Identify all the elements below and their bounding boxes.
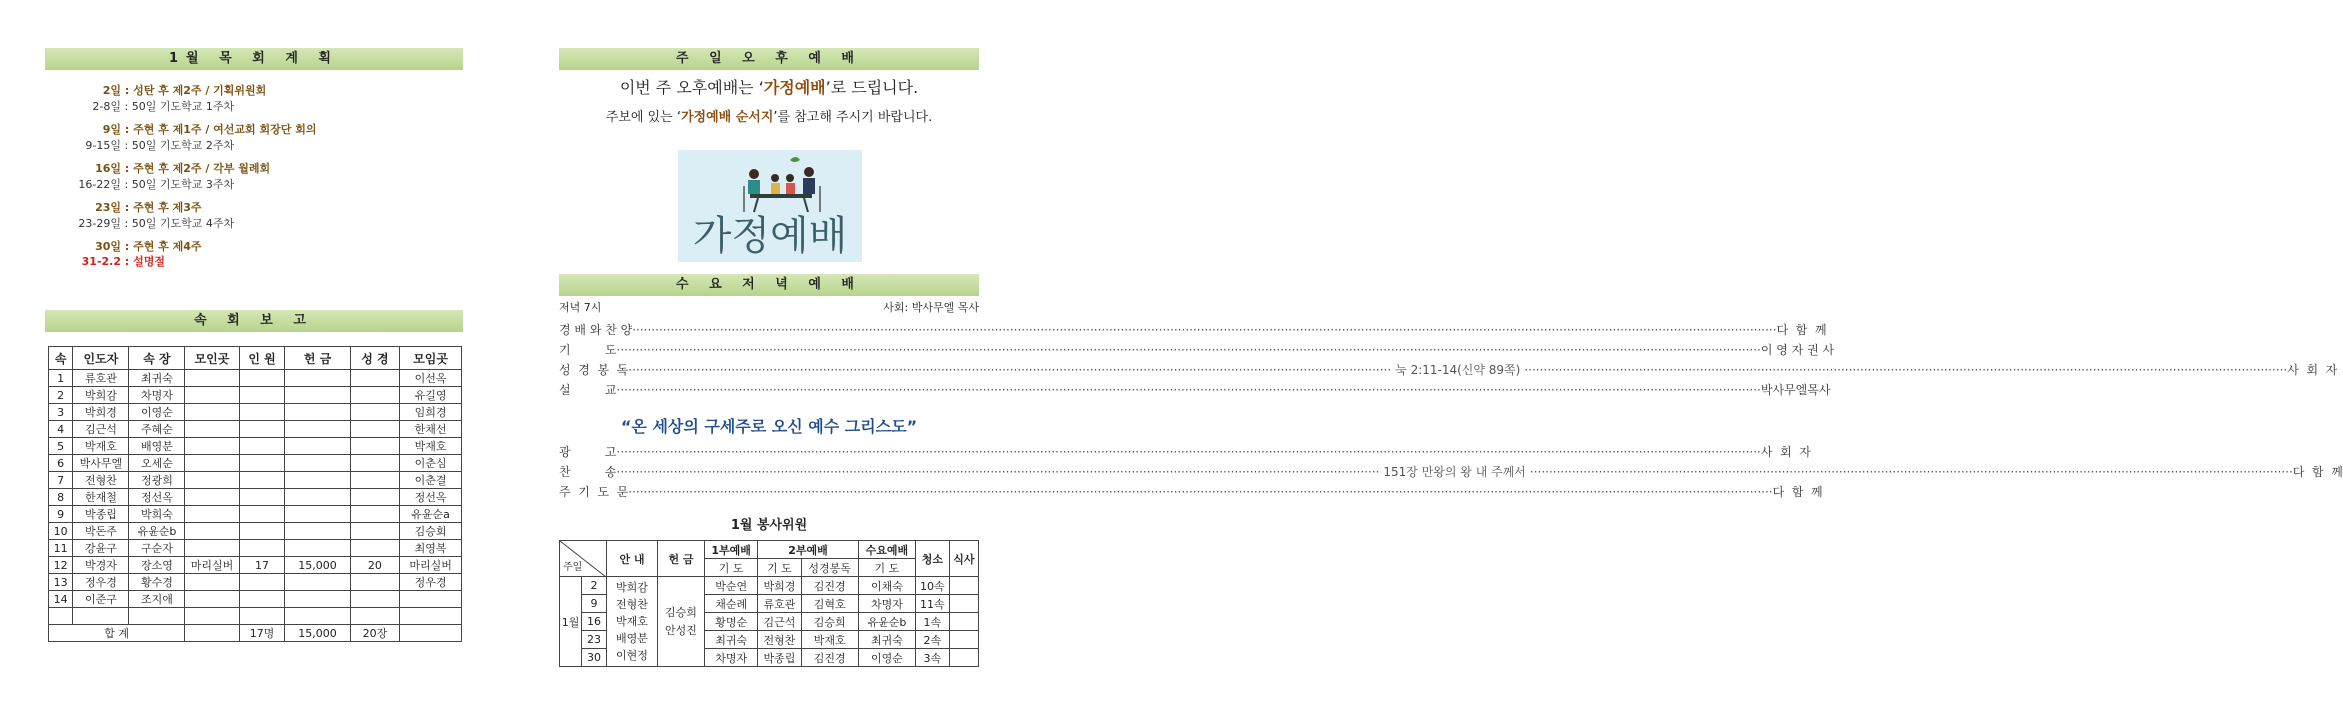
- plan-text: 주현 후 제3주: [133, 201, 202, 214]
- report-cell: [239, 540, 285, 557]
- vol-head-s2: 2부예배: [758, 541, 858, 559]
- report-cell: 이춘심: [400, 455, 462, 472]
- total-blank: [185, 625, 239, 642]
- report-cell: 5: [49, 438, 73, 455]
- report-cell: [285, 506, 350, 523]
- guide-name: 배영분: [616, 632, 648, 645]
- image-caption: 가정예배: [692, 213, 848, 259]
- table-row: [49, 387, 462, 404]
- report-cell: [185, 523, 239, 540]
- vol-cell: 차명자: [858, 595, 915, 613]
- plan-item: 23-29일 : 50일 기도학교 4주차: [45, 217, 463, 231]
- report-cell: [185, 455, 239, 472]
- vol-title: 1월 봉사위원: [730, 518, 808, 533]
- report-cell: [239, 404, 285, 421]
- vol-month: 1월: [560, 577, 582, 667]
- vol-cell: 채순례: [705, 595, 758, 613]
- plan-date: 9-15일: [85, 139, 121, 152]
- order-line: [559, 380, 1831, 400]
- table-row: [49, 574, 462, 591]
- vol-head-pray1: 기 도: [705, 559, 758, 577]
- table-row: [49, 557, 462, 574]
- report-cell: [239, 421, 285, 438]
- report-cell: [350, 387, 400, 404]
- report-cell: [285, 421, 350, 438]
- vol-cell: [949, 613, 978, 631]
- vol-head-s1: 1부예배: [705, 541, 758, 559]
- offer-name: 김승희: [665, 605, 697, 619]
- table-row: [49, 608, 462, 625]
- table-row: [49, 421, 462, 438]
- report-cell: 14: [49, 591, 73, 608]
- wed-host: 사회: 박사무엘 목사: [883, 301, 979, 314]
- report-cell: 정선옥: [400, 489, 462, 506]
- order-line: [559, 340, 1835, 360]
- vol-cell: 김근석: [758, 613, 801, 631]
- report-cell: 3: [49, 404, 73, 421]
- vol-cell: 김승희: [801, 613, 858, 631]
- report-cell: 4: [49, 421, 73, 438]
- report-cell: [350, 506, 400, 523]
- report-cell: [350, 455, 400, 472]
- report-cell: 마리실버: [185, 557, 239, 574]
- leader-dots: ············································································································································································································································································································: [616, 343, 1761, 357]
- sermon-title: “온 세상의 구세주로 오신 예수 그리스도”: [620, 417, 918, 436]
- wed-order2: [559, 442, 2343, 502]
- plan-item: 16일 : 주현 후 제2주 / 각부 월례회: [45, 162, 463, 176]
- order-person: 박사무엘목사: [1760, 383, 1831, 397]
- wed-time: 저녁 7시: [559, 301, 602, 314]
- report-cell: [239, 574, 285, 591]
- wed-meta: [559, 300, 979, 316]
- report-cell: [350, 540, 400, 557]
- sun-line2-c: ’를 참고해 주시기 바랍니다.: [773, 110, 933, 125]
- report-cell: 정우경: [400, 574, 462, 591]
- plan-title: 1월 목 회 계 획: [45, 48, 463, 70]
- leader-dots: ········································································································································································································ 151장 만왕의 왕 내 주께서 ········································································································································································································: [617, 462, 2293, 482]
- report-table: [48, 346, 462, 642]
- order-line: [559, 462, 2343, 482]
- report-header: 성 경: [350, 347, 400, 370]
- report-cell: [185, 608, 239, 625]
- report-cell: [350, 404, 400, 421]
- sun-line1-a: 이번 주 오후예배는 ‘: [619, 78, 764, 97]
- order-person: 사 회 자: [2287, 363, 2338, 377]
- report-cell: 15,000: [285, 557, 350, 574]
- report-cell: 이준구: [73, 591, 129, 608]
- report-cell: 이영순: [129, 404, 185, 421]
- report-cell: 20: [350, 557, 400, 574]
- report-cell: [285, 455, 350, 472]
- report-cell: [285, 540, 350, 557]
- plan-date: 23일: [95, 201, 121, 214]
- report-cell: 유윤순b: [129, 523, 185, 540]
- sun-line2-b: 가정예배 순서지: [680, 110, 774, 125]
- vol-cell: 2속: [916, 631, 950, 649]
- report-cell: [350, 370, 400, 387]
- report-cell: 배영분: [129, 438, 185, 455]
- vol-cell: 김진경: [801, 649, 858, 667]
- plan-text: 주현 후 제1주 / 여선교회 회장단 회의: [133, 123, 317, 136]
- report-cell: 최귀숙: [129, 370, 185, 387]
- order-line: [559, 360, 2338, 380]
- report-cell: [400, 591, 462, 608]
- order-person: 다 함 께: [2292, 465, 2343, 479]
- vol-head-pray2: 기 도: [758, 559, 801, 577]
- vol-week: 23: [582, 631, 607, 649]
- report-cell: 박경자: [73, 557, 129, 574]
- table-row: [49, 489, 462, 506]
- plan-item: 9-15일 : 50일 기도학교 2주차: [45, 139, 463, 153]
- report-cell: 박종립: [73, 506, 129, 523]
- report-cell: [49, 608, 73, 625]
- vol-cell: 3속: [916, 649, 950, 667]
- report-cell: 오세순: [129, 455, 185, 472]
- vol-cell: 이채숙: [858, 577, 915, 595]
- family-worship-image: [678, 150, 862, 262]
- report-cell: 차명자: [129, 387, 185, 404]
- plan-text: 50일 기도학교 3주차: [131, 178, 235, 191]
- report-header: 모임곳: [400, 347, 462, 370]
- report-cell: [350, 421, 400, 438]
- vol-cell: 전형찬: [758, 631, 801, 649]
- report-header: 모인곳: [185, 347, 239, 370]
- report-cell: [285, 574, 350, 591]
- leader-dots: ············································································································································································································································································································: [616, 383, 1761, 397]
- sun-line1: [559, 76, 979, 100]
- report-cell: [239, 387, 285, 404]
- report-cell: [73, 608, 129, 625]
- plan-text: 성탄 후 제2주 / 기획위원회: [133, 84, 267, 97]
- report-cell: [285, 404, 350, 421]
- report-cell: 8: [49, 489, 73, 506]
- order-detail: 151장 만왕의 왕 내 주께서: [1383, 465, 1526, 479]
- vol-cell: [949, 649, 978, 667]
- report-cell: 강윤구: [73, 540, 129, 557]
- report-cell: [185, 506, 239, 523]
- report-cell: 이선옥: [400, 370, 462, 387]
- guide-name: 박재호: [616, 615, 648, 628]
- total-bible: 20장: [350, 625, 400, 642]
- report-cell: [239, 438, 285, 455]
- report-cell: [185, 591, 239, 608]
- sun-title: 주 일 오 후 예 배: [559, 48, 979, 70]
- report-cell: 1: [49, 370, 73, 387]
- report-cell: 장소영: [129, 557, 185, 574]
- report-cell: 17: [239, 557, 285, 574]
- report-header: 인 원: [239, 347, 285, 370]
- vol-cell: 11속: [916, 595, 950, 613]
- plan-date: 31-2.2: [81, 255, 121, 268]
- vol-head-pray3: 기 도: [858, 559, 915, 577]
- report-cell: 10: [49, 523, 73, 540]
- plan-list: [45, 82, 463, 269]
- vol-guides: [607, 577, 658, 667]
- wed-title: 수 요 저 녁 예 배: [559, 274, 979, 296]
- order-line: [559, 442, 1811, 462]
- sun-line1-b: 가정예배: [763, 78, 826, 97]
- vol-cell: 차명자: [705, 649, 758, 667]
- plan-item: 2-8일 : 50일 기도학교 1주차: [45, 100, 463, 114]
- report-cell: [350, 523, 400, 540]
- vol-head-wed: 수요예배: [858, 541, 915, 559]
- report-cell: 한재철: [73, 489, 129, 506]
- report-cell: 정선옥: [129, 489, 185, 506]
- report-cell: [350, 591, 400, 608]
- table-row: [49, 591, 462, 608]
- volunteer-table: [559, 540, 979, 667]
- report-cell: [285, 608, 350, 625]
- order-person: 사 회 자: [1760, 445, 1811, 459]
- report-cell: [185, 421, 239, 438]
- order-person: 다 함 께: [1776, 323, 1827, 337]
- vol-offer: [658, 577, 705, 667]
- sun-line1-c: ’로 드립니다.: [825, 78, 919, 97]
- vol-cell: 박희경: [758, 577, 801, 595]
- vol-head-meal: 식사: [949, 541, 978, 577]
- report-cell: 박희감: [73, 387, 129, 404]
- offer-name: 안성진: [665, 623, 697, 637]
- report-cell: 7: [49, 472, 73, 489]
- report-cell: 박희숙: [129, 506, 185, 523]
- report-cell: 구순자: [129, 540, 185, 557]
- report-cell: 정광희: [129, 472, 185, 489]
- table-row: [49, 404, 462, 421]
- vol-head-clean: 청소: [916, 541, 950, 577]
- vol-cell: 김혁호: [801, 595, 858, 613]
- report-cell: [185, 540, 239, 557]
- vol-cell: 1속: [916, 613, 950, 631]
- order-person: 다 함 께: [1772, 485, 1823, 499]
- plan-text: 주현 후 제2주 / 각부 월례회: [133, 162, 271, 175]
- plan-text: 50일 기도학교 1주차: [131, 100, 235, 113]
- leader-dots: ········································································································································································································ 눅 2:11-14(신약 89쪽) ········································································································································································································: [628, 360, 2287, 380]
- order-label: 경 배 와 찬 양: [559, 323, 633, 337]
- report-cell: 정우경: [73, 574, 129, 591]
- report-cell: [239, 489, 285, 506]
- report-header: 인도자: [73, 347, 129, 370]
- report-cell: 전형찬: [73, 472, 129, 489]
- report-cell: [239, 472, 285, 489]
- vol-cell: 김진경: [801, 577, 858, 595]
- plan-item: 31-2.2 : 설명절: [45, 255, 463, 269]
- sun-line2-a: 주보에 있는 ‘: [605, 110, 681, 125]
- report-cell: [285, 489, 350, 506]
- table-row: [49, 438, 462, 455]
- order-label: 주 기 도 문: [559, 485, 629, 499]
- report-cell: 류호관: [73, 370, 129, 387]
- vol-cell: [949, 631, 978, 649]
- vol-cell: 10속: [916, 577, 950, 595]
- report-cell: [239, 523, 285, 540]
- report-cell: 박돈주: [73, 523, 129, 540]
- plan-item: 2일 : 성탄 후 제2주 / 기획위원회: [45, 84, 463, 98]
- vol-cell: 최귀숙: [705, 631, 758, 649]
- report-cell: 12: [49, 557, 73, 574]
- vol-week: 30: [582, 649, 607, 667]
- order-line: [559, 320, 1827, 340]
- total-people: 17명: [239, 625, 285, 642]
- plan-date: 16일: [95, 162, 121, 175]
- plan-date: 2-8일: [92, 100, 121, 113]
- report-cell: 임희경: [400, 404, 462, 421]
- guide-name: 전형찬: [616, 598, 648, 611]
- report-cell: 9: [49, 506, 73, 523]
- report-cell: [350, 489, 400, 506]
- report-cell: 김근석: [73, 421, 129, 438]
- report-cell: 박재호: [400, 438, 462, 455]
- report-cell: [239, 455, 285, 472]
- order-label: 기 도: [559, 343, 617, 357]
- order-label: 설 교: [559, 383, 617, 397]
- table-row: [49, 472, 462, 489]
- plan-date: 9일: [102, 123, 121, 136]
- report-cell: 2: [49, 387, 73, 404]
- report-cell: 주혜순: [129, 421, 185, 438]
- report-cell: [185, 489, 239, 506]
- order-label: 광 고: [559, 445, 617, 459]
- vol-cell: 이영순: [858, 649, 915, 667]
- report-cell: [285, 591, 350, 608]
- vol-head-week: 주일: [560, 541, 607, 577]
- vol-cell: [949, 577, 978, 595]
- plan-text: 주현 후 제4주: [133, 240, 202, 253]
- order-detail: 눅 2:11-14(신약 89쪽): [1395, 363, 1521, 377]
- report-cell: 조지애: [129, 591, 185, 608]
- plan-item: 16-22일 : 50일 기도학교 3주차: [45, 178, 463, 192]
- report-cell: 김승회: [400, 523, 462, 540]
- report-cell: [400, 608, 462, 625]
- report-cell: 유윤순a: [400, 506, 462, 523]
- report-header: 헌 금: [285, 347, 350, 370]
- plan-text: 설명절: [133, 255, 165, 268]
- leader-dots: ············································································································································································································································································································: [632, 323, 1777, 337]
- report-title: 속 회 보 고: [45, 310, 463, 332]
- report-cell: [239, 370, 285, 387]
- sun-line2: [559, 108, 979, 128]
- report-cell: [350, 438, 400, 455]
- vol-cell: 류호관: [758, 595, 801, 613]
- plan-item: 9일 : 주현 후 제1주 / 여선교회 회장단 회의: [45, 123, 463, 137]
- report-cell: [185, 574, 239, 591]
- total-label: 합 계: [49, 625, 185, 642]
- plan-item: 23일 : 주현 후 제3주: [45, 201, 463, 215]
- family-table-illustration: [678, 152, 862, 214]
- report-cell: 13: [49, 574, 73, 591]
- vol-week: 16: [582, 613, 607, 631]
- report-cell: [239, 506, 285, 523]
- table-row: [49, 455, 462, 472]
- vol-cell: 황명순: [705, 613, 758, 631]
- vol-head-guide: 안 내: [607, 541, 658, 577]
- report-cell: [239, 608, 285, 625]
- leader-dots: ············································································································································································································································································································: [628, 485, 1773, 499]
- vol-cell: 박순연: [705, 577, 758, 595]
- guide-name: 이현정: [616, 649, 648, 662]
- report-header: 속 장: [129, 347, 185, 370]
- table-row: [560, 577, 979, 595]
- report-cell: 유길영: [400, 387, 462, 404]
- plan-item: 30일 : 주현 후 제4주: [45, 240, 463, 254]
- report-cell: [350, 472, 400, 489]
- report-cell: [129, 608, 185, 625]
- vol-cell: [949, 595, 978, 613]
- order-line: [559, 482, 1823, 502]
- plan-date: 30일: [95, 240, 121, 253]
- report-cell: 박재호: [73, 438, 129, 455]
- plan-date: 16-22일: [78, 178, 121, 191]
- report-cell: [239, 591, 285, 608]
- wed-order: [559, 320, 2338, 400]
- report-cell: [185, 370, 239, 387]
- order-person: 이 영 자 권 사: [1760, 343, 1835, 357]
- total-blank2: [400, 625, 462, 642]
- plan-text: 50일 기도학교 4주차: [131, 217, 235, 230]
- report-cell: [285, 370, 350, 387]
- vol-cell: 유윤순b: [858, 613, 915, 631]
- vol-cell: 박종립: [758, 649, 801, 667]
- table-row: [49, 370, 462, 387]
- report-cell: 11: [49, 540, 73, 557]
- report-cell: [185, 438, 239, 455]
- report-cell: 이춘결: [400, 472, 462, 489]
- table-row: [49, 523, 462, 540]
- report-cell: [285, 438, 350, 455]
- order-label: 성 경 봉 독: [559, 363, 629, 377]
- report-cell: [285, 523, 350, 540]
- vol-cell: 박재호: [801, 631, 858, 649]
- report-cell: 6: [49, 455, 73, 472]
- report-header: 속: [49, 347, 73, 370]
- report-cell: [285, 387, 350, 404]
- vol-head-read: 성경봉독: [801, 559, 858, 577]
- guide-name: 박희감: [616, 581, 648, 594]
- report-cell: 최영복: [400, 540, 462, 557]
- plan-date: 2일: [102, 84, 121, 97]
- vol-week: 9: [582, 595, 607, 613]
- table-row: [49, 506, 462, 523]
- report-cell: 마리실버: [400, 557, 462, 574]
- leader-dots: ············································································································································································································································································································: [616, 445, 1761, 459]
- report-cell: [350, 574, 400, 591]
- total-offering: 15,000: [285, 625, 350, 642]
- report-cell: 한채선: [400, 421, 462, 438]
- table-row: [49, 540, 462, 557]
- report-cell: [185, 472, 239, 489]
- order-label: 찬 송: [559, 465, 617, 479]
- report-cell: [185, 404, 239, 421]
- report-cell: 박사무엘: [73, 455, 129, 472]
- report-cell: [185, 387, 239, 404]
- vol-cell: 최귀숙: [858, 631, 915, 649]
- plan-date: 23-29일: [78, 217, 121, 230]
- report-cell: 황수경: [129, 574, 185, 591]
- plan-text: 50일 기도학교 2주차: [131, 139, 235, 152]
- report-cell: [350, 608, 400, 625]
- report-cell: 박희경: [73, 404, 129, 421]
- vol-week: 2: [582, 577, 607, 595]
- report-cell: [285, 472, 350, 489]
- vol-head-offer: 헌 금: [658, 541, 705, 577]
